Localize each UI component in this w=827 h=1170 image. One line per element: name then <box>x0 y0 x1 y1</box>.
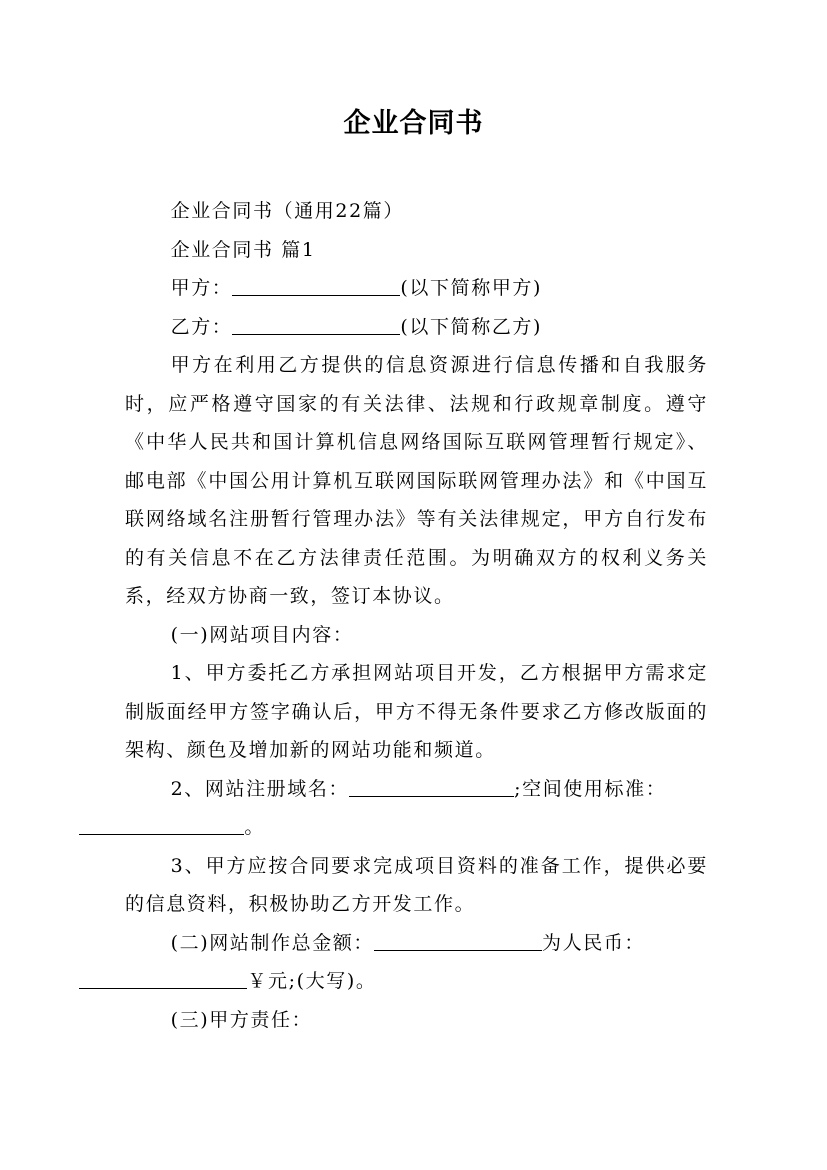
item-2-end: 。 <box>244 816 266 838</box>
clause-heading-3: (三)甲方责任： <box>170 1008 313 1031</box>
party-a-label: 甲方： <box>170 277 233 299</box>
heading-2-middle: 为人民币： <box>542 931 646 954</box>
party-b-line <box>125 308 708 347</box>
party-b-label: 乙方： <box>170 315 233 338</box>
space-standard-blank <box>79 815 244 835</box>
section-heading: 企业合同书 篇1 <box>170 238 316 261</box>
party-a-blank <box>232 276 400 296</box>
clause-heading-2 <box>125 924 708 1001</box>
total-amount-blank <box>374 931 542 951</box>
party-a-line <box>125 269 708 308</box>
intro-paragraph: 甲方在利用乙方提供的信息资源进行信息传播和自我服务时，应严格遵守国家的有关法律、法规和行政规章制度。遵守《中华人民共和国计算机信息网络国际互联网管理暂行规定》、邮电部《中国公用计算机互联网国际联网管理办法》和《中国互联网络域名注册暂行管理办法》等有关法律规定，甲方自行发布的有关信息不在乙方法律责任范围。为明确双方的权利义务关系，经双方协商一致，签订本协议。 <box>125 354 708 607</box>
item-2-prefix: 2、网站注册域名： <box>170 777 350 800</box>
document-subtitle: 企业合同书（通用22篇） <box>170 200 404 222</box>
clause-heading-1: (一)网站项目内容： <box>170 623 354 646</box>
clause-item-3: 3、甲方应按合同要求完成项目资料的准备工作，提供必要的信息资料，积极协助乙方开发工作。 <box>125 854 708 915</box>
heading-2-prefix: (二)网站制作总金额： <box>170 931 375 954</box>
heading-2-end: ￥元;(大写)。 <box>247 970 377 992</box>
domain-blank <box>349 777 514 797</box>
clause-item-2 <box>125 770 708 847</box>
rmb-amount-blank <box>79 969 247 989</box>
party-b-blank <box>232 315 400 335</box>
clause-item-1: 1、甲方委托乙方承担网站项目开发，乙方根据甲方需求定制版面经甲方签字确认后，甲方不得无条件要求乙方修改版面的架构、颜色及增加新的网站功能和频道。 <box>125 662 708 761</box>
document-body <box>125 192 708 1039</box>
document-title: 企业合同书 <box>343 108 484 139</box>
item-2-middle: ;空间使用标准： <box>514 777 667 800</box>
party-a-suffix: (以下简称甲方) <box>400 277 543 299</box>
party-b-suffix: (以下简称乙方) <box>400 315 543 338</box>
